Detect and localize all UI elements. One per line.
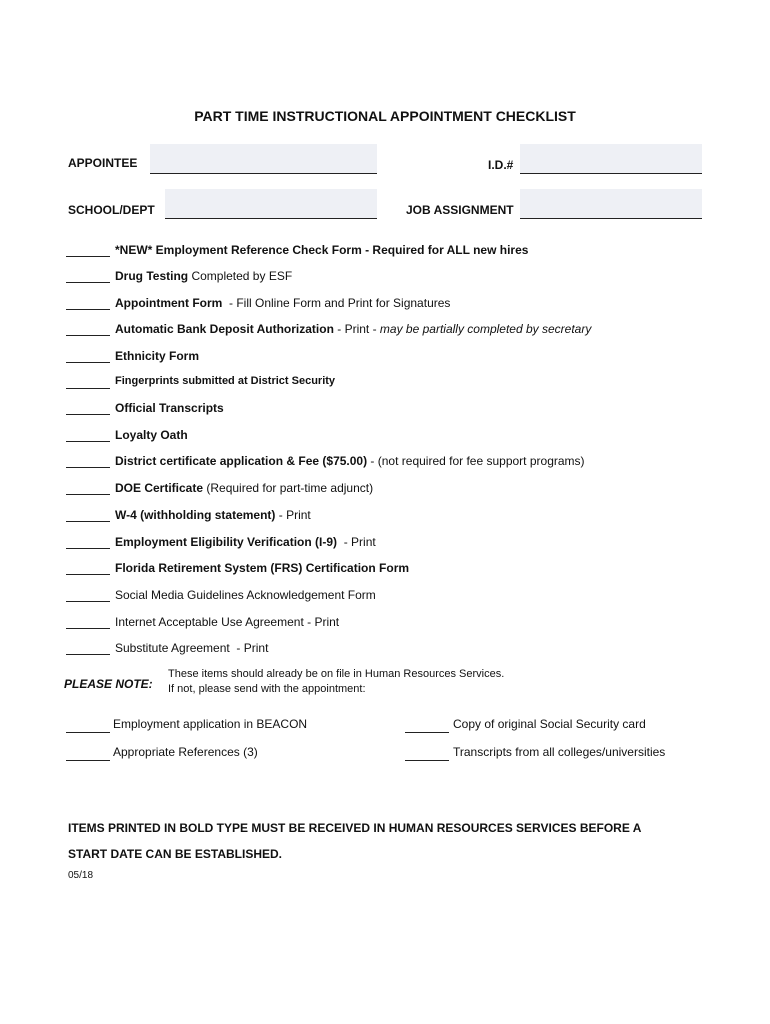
checkbox-line[interactable]	[66, 256, 110, 257]
checklist-item-bold: District certificate application & Fee ($75.00)	[115, 454, 368, 468]
please-note-line-2: If not, please send with the appointment:	[168, 683, 366, 695]
checklist-item	[115, 322, 591, 336]
checklist-item-bold: Ethnicity Form	[115, 349, 200, 363]
checklist-item-bold: W-4 (withholding statement)	[115, 508, 276, 522]
checkbox-line[interactable]	[66, 467, 110, 468]
school-dept-field[interactable]	[165, 189, 377, 219]
please-note-label: PLEASE NOTE:	[64, 677, 153, 691]
checkbox-line[interactable]	[66, 282, 110, 283]
checklist-item-text: - Fill Online Form and Print for Signatures	[222, 296, 451, 310]
checklist-item	[115, 243, 528, 257]
checklist-item-text: Completed by ESF	[188, 269, 293, 283]
school-dept-label: SCHOOL/DEPT	[68, 203, 155, 217]
checklist-item-italic: may be partially completed by secretary	[379, 322, 592, 336]
checklist-item	[115, 454, 585, 468]
checkbox-line[interactable]	[66, 732, 110, 733]
checklist-item	[115, 269, 292, 283]
checkbox-line[interactable]	[66, 521, 110, 522]
checkbox-line[interactable]	[66, 760, 110, 761]
appointee-label: APPOINTEE	[68, 156, 138, 170]
checklist-item	[115, 535, 376, 549]
checkbox-line[interactable]	[66, 548, 110, 549]
checklist-item	[115, 561, 409, 575]
job-assignment-label: JOB ASSIGNMENT	[406, 203, 514, 217]
checkbox-line[interactable]	[66, 335, 110, 336]
checklist-item-text: (Required for part-time adjunct)	[203, 481, 374, 495]
on-file-item: Transcripts from all colleges/universities	[453, 745, 666, 759]
page-title: PART TIME INSTRUCTIONAL APPOINTMENT CHECKLIST	[194, 108, 576, 124]
id-label: I.D.#	[488, 158, 514, 172]
checkbox-line[interactable]	[405, 760, 449, 761]
checklist-item-bold: Appointment Form	[115, 296, 223, 310]
checkbox-line[interactable]	[66, 601, 110, 602]
checklist-item-bold: Official Transcripts	[115, 401, 224, 415]
footer-notice-line-1: ITEMS PRINTED IN BOLD TYPE MUST BE RECEIVED IN HUMAN RESOURCES SERVICES BEFORE A	[68, 821, 642, 835]
checklist-item-text: - Print	[337, 535, 376, 549]
checklist-item	[115, 481, 373, 495]
checklist-item	[115, 615, 339, 629]
checklist-item	[115, 641, 268, 655]
checklist-item-bold: DOE Certificate	[115, 481, 204, 495]
checklist-item-text: - Print -	[333, 322, 380, 336]
checklist-item	[115, 508, 311, 522]
checklist-item	[115, 349, 199, 363]
checklist-item	[115, 375, 335, 387]
revision-date: 05/18	[68, 870, 94, 881]
checkbox-line[interactable]	[66, 414, 110, 415]
checklist-item	[115, 296, 450, 310]
on-file-item: Appropriate References (3)	[113, 745, 258, 759]
id-field[interactable]	[520, 144, 702, 174]
checklist-item-bold: Loyalty Oath	[115, 428, 188, 442]
checkbox-line[interactable]	[66, 494, 110, 495]
checklist-item-text: Internet Acceptable Use Agreement - Print	[115, 615, 340, 629]
footer-notice-line-2: START DATE CAN BE ESTABLISHED.	[68, 847, 283, 861]
checklist-item	[115, 588, 376, 602]
please-note-line-1: These items should already be on file in Human Resources Services.	[168, 668, 505, 680]
checkbox-line[interactable]	[66, 388, 110, 389]
checklist-item-text: - (not required for fee support programs)	[367, 454, 585, 468]
checklist-item-bold: Automatic Bank Deposit Authorization	[115, 322, 334, 336]
checkbox-line[interactable]	[405, 732, 449, 733]
checklist-item-bold: Drug Testing	[115, 269, 189, 283]
checkbox-line[interactable]	[66, 628, 110, 629]
checklist-item-text: Substitute Agreement - Print	[115, 641, 269, 655]
checklist-item-bold: Fingerprints submitted at District Security	[115, 375, 336, 387]
checkbox-line[interactable]	[66, 362, 110, 363]
checklist-item	[115, 428, 188, 442]
appointee-field[interactable]	[150, 144, 377, 174]
checklist-item-bold: Employment Eligibility Verification (I-9)	[115, 535, 338, 549]
checklist-item-text: Social Media Guidelines Acknowledgement Form	[115, 588, 376, 602]
job-assignment-field[interactable]	[520, 189, 702, 219]
checklist-item-bold: Florida Retirement System (FRS) Certification Form	[115, 561, 410, 575]
checkbox-line[interactable]	[66, 654, 110, 655]
on-file-item: Employment application in BEACON	[113, 717, 308, 731]
checklist-item	[115, 401, 224, 415]
checkbox-line[interactable]	[66, 574, 110, 575]
checkbox-line[interactable]	[66, 441, 110, 442]
checkbox-line[interactable]	[66, 309, 110, 310]
checklist-item-text: - Print	[275, 508, 311, 522]
on-file-item: Copy of original Social Security card	[453, 717, 646, 731]
checklist-item-bold: *NEW* Employment Reference Check Form - Required for ALL new hires	[115, 243, 529, 257]
